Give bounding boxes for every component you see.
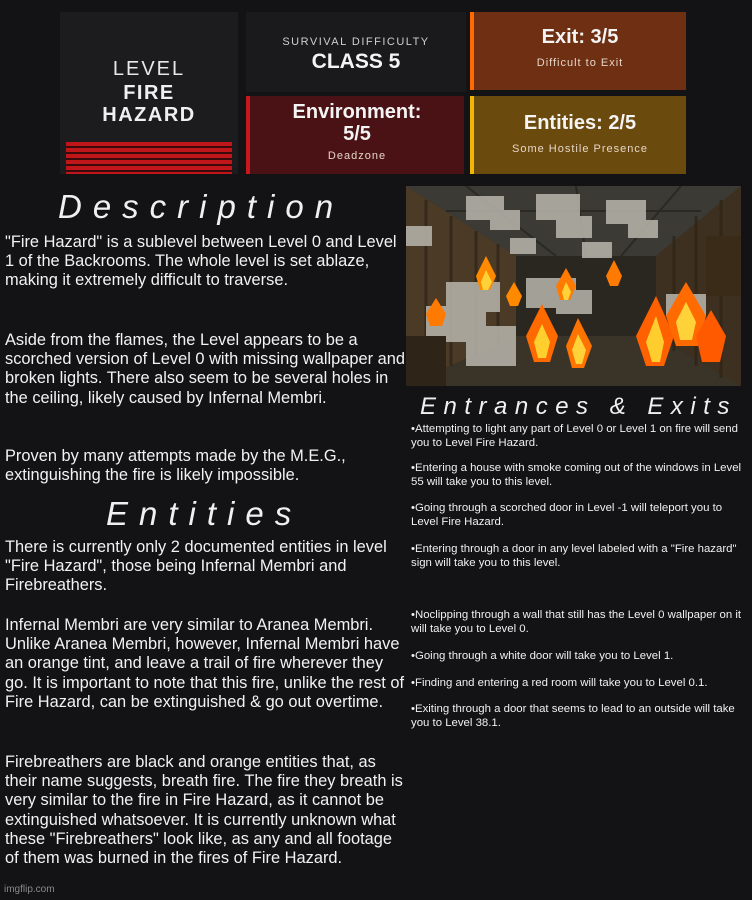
- environment-rating-subtitle: Deadzone: [327, 150, 387, 162]
- entrance-exit-item: •Exiting through a door that seems to lead to an outside will take you to Level 38.1.: [411, 703, 735, 729]
- level-title-panel: [60, 12, 238, 174]
- exit-rating-card: [470, 12, 686, 90]
- entrance-exit-item: •Finding and entering a red room will take you to Level 0.1.: [411, 677, 708, 689]
- level-prefix: LEVEL: [112, 58, 186, 80]
- entities-paragraph: There is currently only 2 documented entities in level "Fire Hazard", those being Infernal Membri and Firebreathers.: [5, 538, 387, 595]
- entrance-exit-item: •Entering a house with smoke coming out of the windows in Level 55 will take you to this level.: [411, 462, 742, 488]
- entrance-exit-item: •Attempting to light any part of Level 0 or Level 1 on fire will send you to Level Fire Hazard.: [411, 423, 738, 449]
- scene-illustration: [406, 186, 741, 386]
- difficulty-value: CLASS 5: [311, 50, 401, 73]
- fire-hazard-scene-image: [406, 186, 741, 386]
- description-paragraph: "Fire Hazard" is a sublevel between Level 0 and Level 1 of the Backrooms. The whole level is set ablaze, making it extremely difficult to traverse.: [5, 233, 397, 290]
- level-color-bars: [66, 142, 232, 174]
- description-paragraph: Proven by many attempts made by the M.E.G., extinguishing the fire is likely impossible.: [5, 447, 346, 485]
- difficulty-label: SURVIVAL DIFFICULTY: [282, 36, 430, 48]
- environment-rating-title: Environment: 5/5: [292, 101, 422, 145]
- entities-heading: Entities: [106, 495, 303, 532]
- entrance-exit-item: •Entering through a door in any level labeled with a "Fire hazard" sign will take you to this level.: [411, 543, 737, 569]
- entities-rating-subtitle: Some Hostile Presence: [512, 143, 648, 155]
- description-paragraph: Aside from the flames, the Level appears to be a scorched version of Level 0 with missing wallpaper and broken lights. There also seem to be several holes in the ceiling, likely caused by Infernal Membri.: [5, 331, 405, 407]
- entities-rating-card: [470, 96, 686, 174]
- description-heading: Description: [58, 188, 345, 225]
- entrance-exit-item: •Noclipping through a wall that still has the Level 0 wallpaper on it will take you to Level 0.: [411, 609, 742, 635]
- imgflip-watermark: imgflip.com: [4, 884, 55, 895]
- entrances-exits-heading: Entrances & Exits: [420, 393, 737, 420]
- entrance-exit-item: •Going through a scorched door in Level -1 will teleport you to Level Fire Hazard.: [411, 502, 723, 528]
- entities-paragraph: Infernal Membri are very similar to Aranea Membri. Unlike Aranea Membri, however, Infernal Membri have an orange tint, and leave a trail of fire wherever they go. It is important to note that this fire, unlike the rest of Fire Hazard, can be extinguished & go out overtime.: [5, 616, 405, 711]
- entities-rating-title: Entities: 2/5: [523, 112, 637, 134]
- exit-rating-subtitle: Difficult to Exit: [536, 57, 624, 69]
- survival-difficulty-panel: [246, 12, 466, 92]
- entities-paragraph: Firebreathers are black and orange entities that, as their name suggests, breath fire. The fire they breath is very similar to the fire in Fire Hazard, as it cannot be extinguished whatsoever. It is currently unknown what these "Firebreathers" look like, as any and all footage of them was burned in the fires of Fire Hazard.: [5, 753, 403, 868]
- exit-rating-title: Exit: 3/5: [541, 26, 619, 48]
- level-name: FIRE HAZARD: [102, 82, 196, 126]
- environment-rating-card: [246, 96, 464, 174]
- entrance-exit-item: •Going through a white door will take you to Level 1.: [411, 650, 674, 662]
